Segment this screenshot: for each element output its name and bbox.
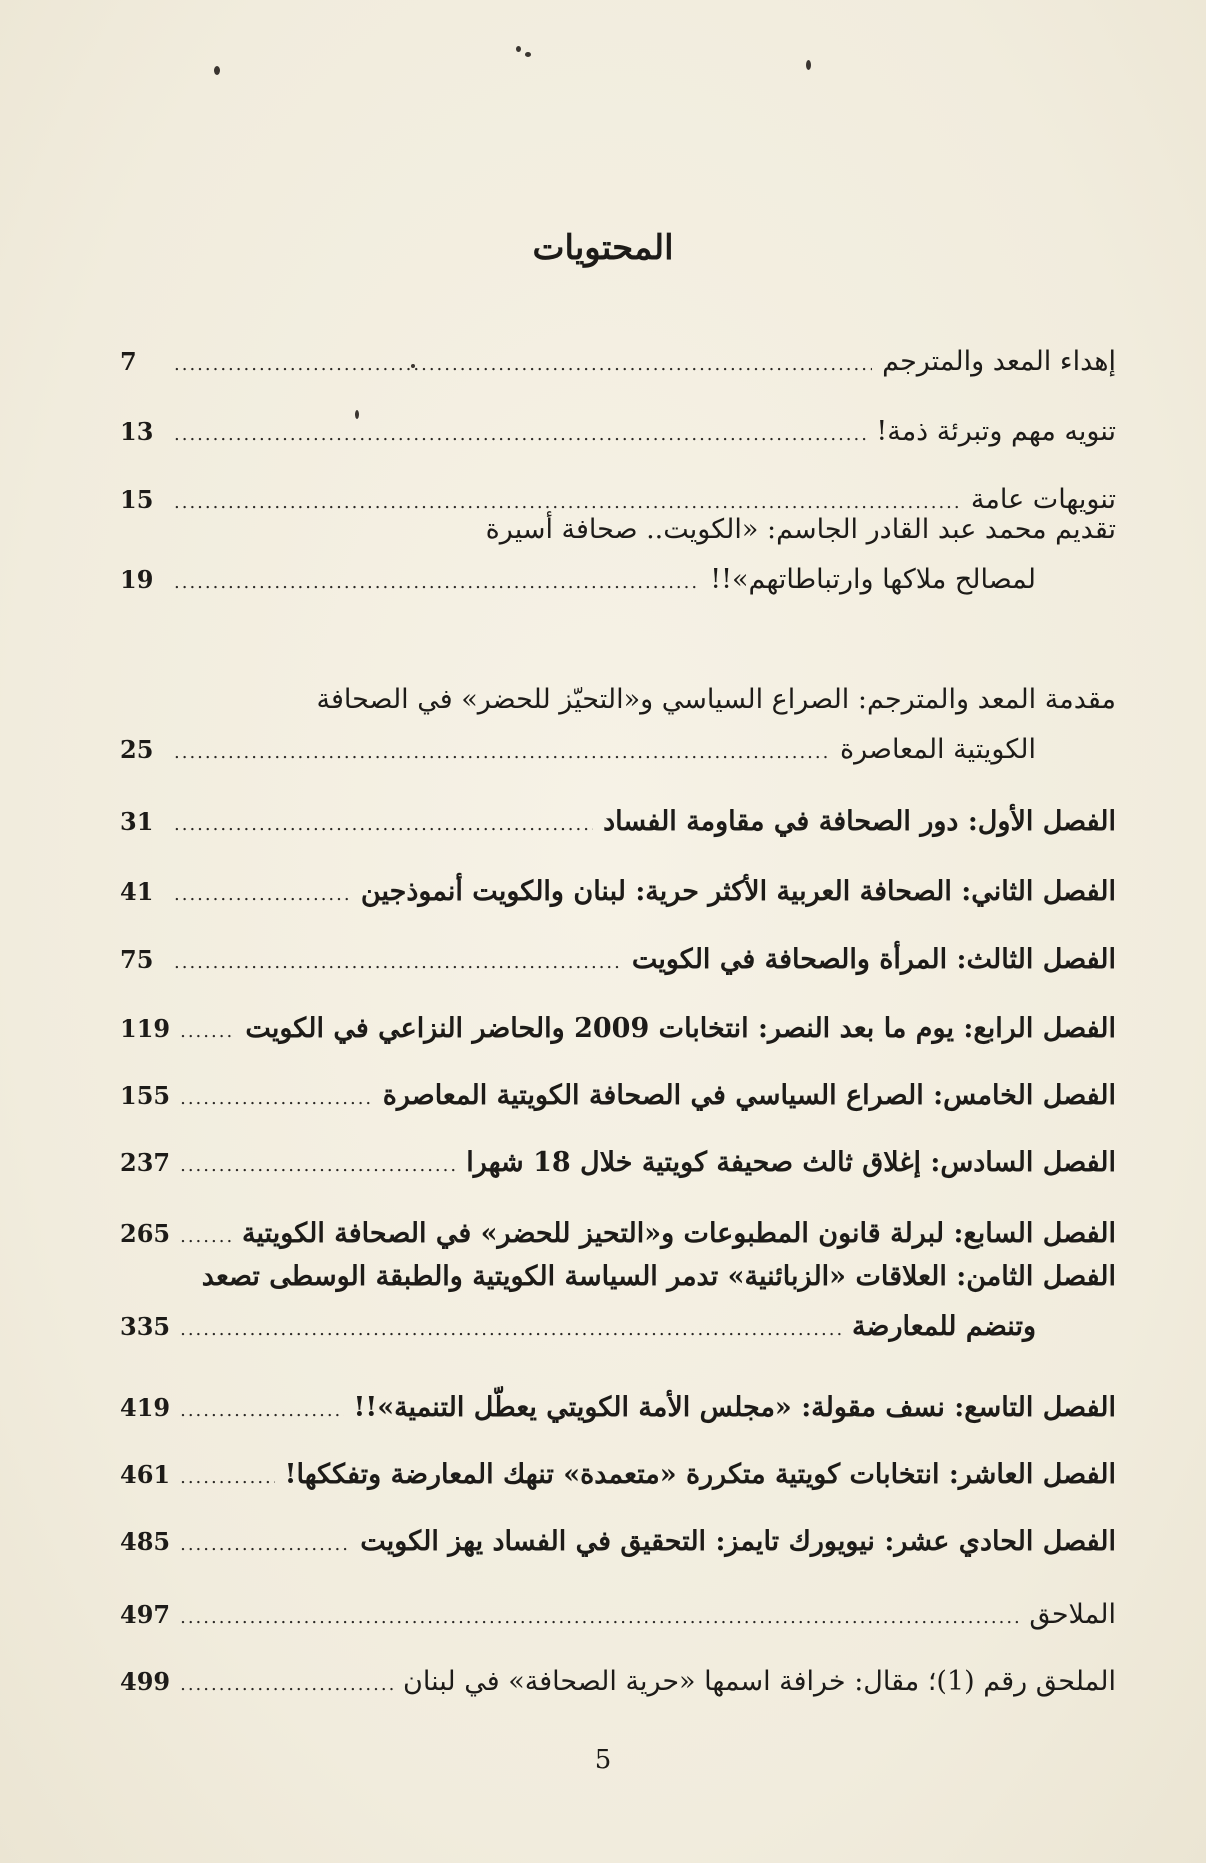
page-number: 5 (594, 1745, 612, 1775)
toc-entry-text: الفصل السادس: إغلاق ثالث صحيفة كويتية خلال 18 شهرا (466, 1147, 1116, 1178)
toc-entry[interactable] (120, 1386, 1116, 1430)
toc-entry[interactable] (120, 800, 1116, 844)
toc-page-number: 25 (120, 735, 154, 764)
dot-leader (180, 1456, 275, 1500)
toc-page-number: 485 (120, 1527, 171, 1556)
toc-entry-text: الفصل الرابع: يوم ما بعد النصر: انتخابات 2009 والحاضر النزاعي في الكويت (245, 1013, 1116, 1044)
toc-page-number: 265 (120, 1219, 171, 1248)
toc-page-number: 499 (120, 1667, 171, 1696)
toc-page-number: 237 (120, 1148, 171, 1177)
dot-leader (180, 1010, 235, 1054)
dot-leader (174, 803, 593, 847)
toc-entry[interactable] (120, 1141, 1116, 1185)
toc-entry[interactable] (120, 410, 1116, 454)
toc-entry[interactable] (120, 1660, 1116, 1704)
dot-leader (174, 413, 866, 457)
toc-entry-text: تنويه مهم وتبرئة ذمة! (876, 416, 1116, 447)
dot-leader (180, 1523, 350, 1567)
toc-page-number: 461 (120, 1460, 171, 1489)
toc-entry-text: الفصل الخامس: الصراع السياسي في الصحافة الكويتية المعاصرة (382, 1080, 1116, 1111)
toc-entry-text: الكويتية المعاصرة (839, 734, 1036, 765)
toc-page-number: 497 (120, 1600, 171, 1629)
toc-page-number: 41 (120, 877, 154, 906)
dot-leader (174, 941, 622, 985)
toc-entry[interactable] (120, 678, 1116, 772)
dot-leader (180, 1596, 1019, 1640)
toc-entry-text: الفصل الحادي عشر: نيويورك تايمز: التحقيق في الفساد يهز الكويت (360, 1526, 1116, 1557)
toc-entry-text: تقديم محمد عبد القادر الجاسم: «الكويت.. صحافة أسيرة (485, 514, 1116, 545)
toc-entry-text: الفصل الثالث: المرأة والصحافة في الكويت (631, 944, 1116, 975)
toc-entry[interactable] (120, 938, 1116, 982)
toc-entry[interactable] (120, 340, 1116, 384)
toc-entry-text: تنويهات عامة (970, 484, 1116, 515)
toc-page-number: 19 (120, 565, 154, 594)
toc-entry-text: وتنضم للمعارضة (852, 1311, 1036, 1342)
toc-page-number: 13 (120, 417, 154, 446)
toc-page-number: 419 (120, 1393, 171, 1422)
toc-entry[interactable] (120, 1074, 1116, 1118)
toc-entry-text: الفصل العاشر: انتخابات كويتية متكررة «متعمدة» تنهك المعارضة وتفككها! (284, 1459, 1116, 1490)
toc-entry[interactable] (120, 1007, 1116, 1051)
toc-page-number: 119 (120, 1014, 171, 1043)
dot-leader (180, 1389, 343, 1433)
toc-page-number: 15 (120, 485, 154, 514)
dot-leader (180, 1144, 456, 1188)
toc-entry[interactable] (120, 1212, 1116, 1256)
dot-leader (174, 561, 700, 605)
toc-page-number: 335 (120, 1312, 171, 1341)
dot-leader (174, 731, 830, 775)
toc-entry-text: الفصل الثامن: العلاقات «الزبائنية» تدمر السياسة الكويتية والطبقة الوسطى تصعد (201, 1261, 1116, 1292)
toc-page-number: 155 (120, 1081, 171, 1110)
toc-entry[interactable] (120, 508, 1116, 602)
dot-leader (174, 873, 351, 917)
toc-entry-text: الفصل الأول: دور الصحافة في مقاومة الفساد (603, 806, 1116, 837)
toc-entry-text: لمصالح ملاكها وارتباطاتهم»!! (710, 564, 1036, 595)
toc-page-number: 75 (120, 945, 154, 974)
dot-leader (180, 1077, 373, 1121)
dot-leader (180, 1215, 232, 1259)
dot-leader (174, 343, 872, 387)
toc-entry[interactable] (120, 1520, 1116, 1564)
toc-entry[interactable] (120, 1255, 1116, 1349)
toc-entry-text: إهداء المعد والمترجم (882, 346, 1116, 377)
toc-page-number: 31 (120, 807, 154, 836)
toc-entry-text: الفصل الثاني: الصحافة العربية الأكثر حرية: لبنان والكويت أنموذجين (360, 876, 1116, 907)
toc-entry-text: الفصل السابع: لبرلة قانون المطبوعات و«التحيز للحضر» في الصحافة الكويتية (242, 1218, 1116, 1249)
toc-page-number: 7 (120, 347, 137, 376)
toc-entry-text: مقدمة المعد والمترجم: الصراع السياسي و«التحيّز للحضر» في الصحافة (316, 684, 1116, 715)
toc-entry-text: الفصل التاسع: نسف مقولة: «مجلس الأمة الكويتي يعطّل التنمية»!! (353, 1392, 1116, 1423)
dot-leader (180, 1308, 842, 1352)
toc-entry-text: الملاحق (1029, 1599, 1116, 1630)
toc-entry[interactable] (120, 870, 1116, 914)
toc-entry[interactable] (120, 1453, 1116, 1497)
page-title: المحتويات (532, 228, 674, 268)
dot-leader (180, 1663, 393, 1707)
toc-entry[interactable] (120, 1593, 1116, 1637)
toc-entry-text: الملحق رقم (1)؛ مقال: خرافة اسمها «حرية الصحافة» في لبنان (403, 1666, 1116, 1697)
